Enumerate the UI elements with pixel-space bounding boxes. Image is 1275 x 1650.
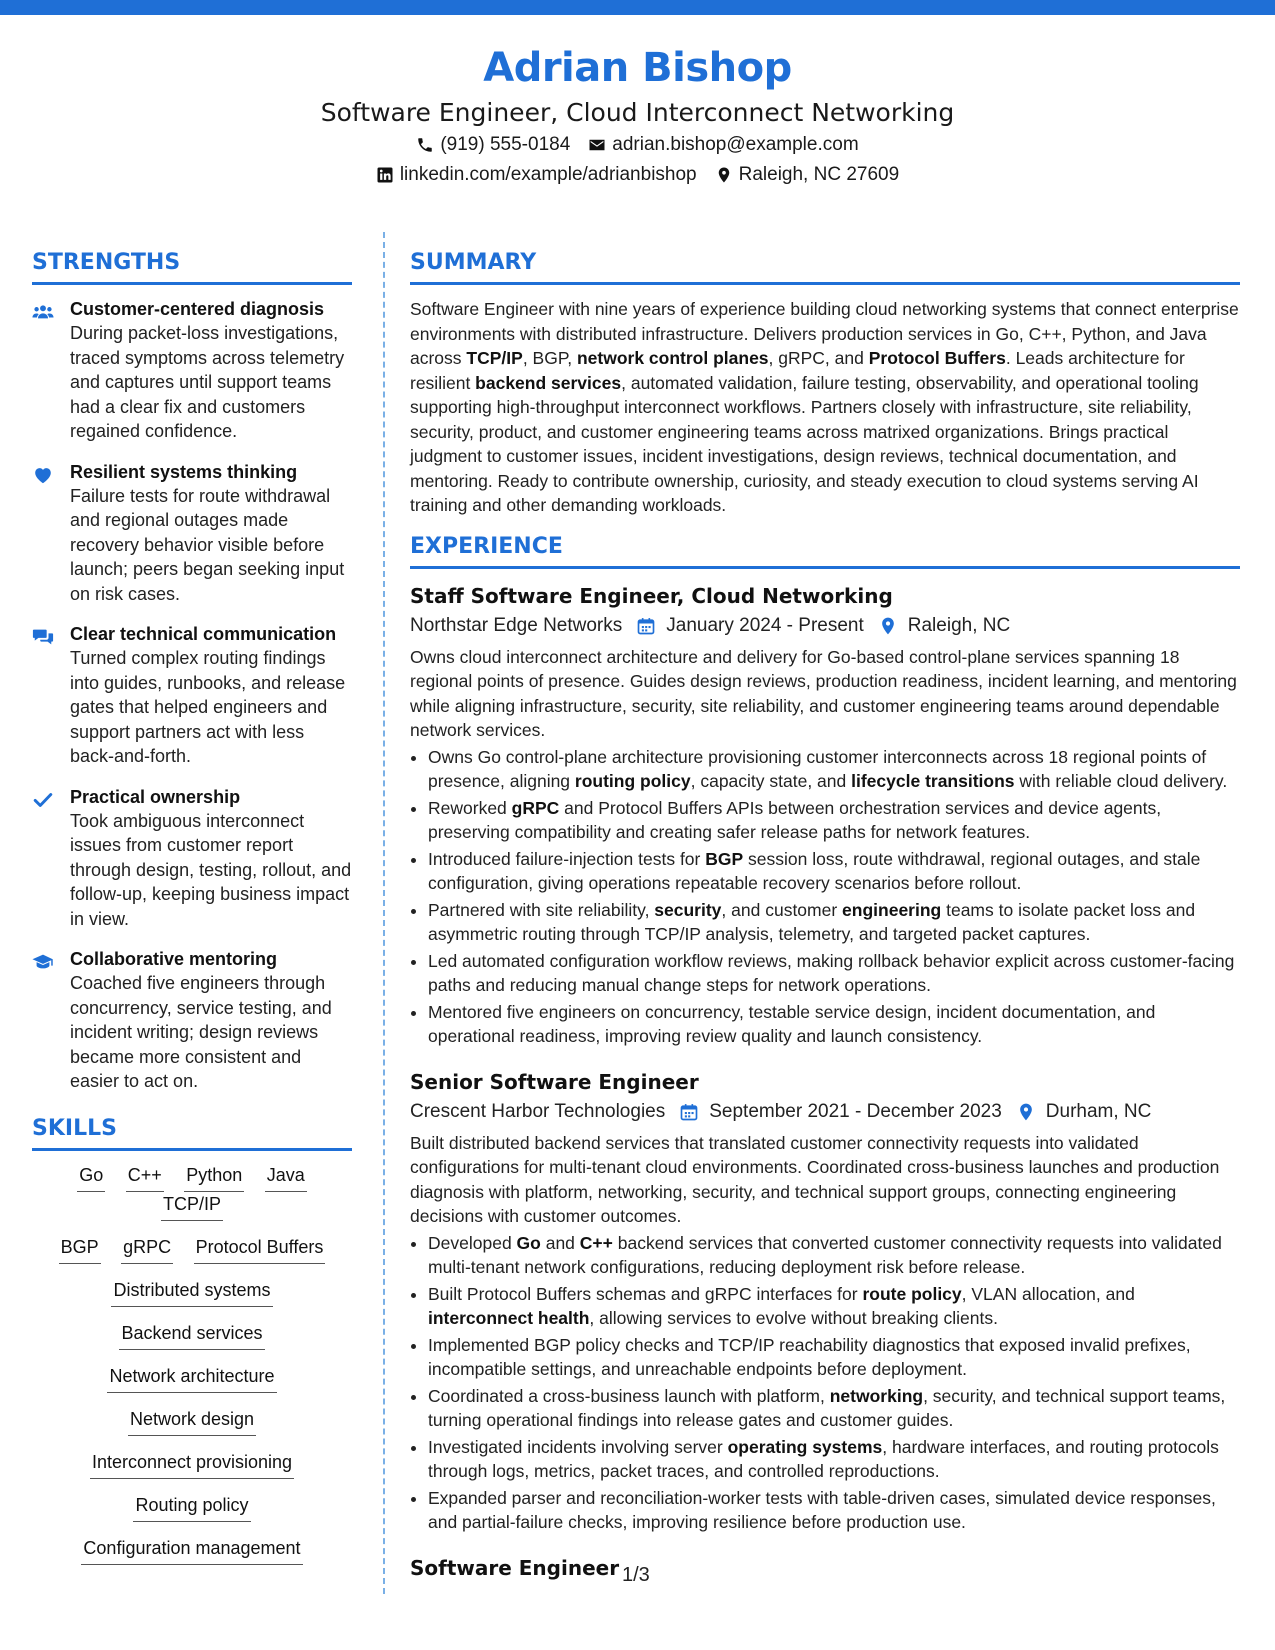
- strength-item: [32, 622, 352, 769]
- experience-heading: EXPERIENCE: [410, 532, 1240, 569]
- right-column: [410, 248, 1240, 1583]
- bold-keyword: BGP: [705, 848, 744, 869]
- job-bullet: • Owns Go control-plane architecture provisioning customer interconnects across 18 regional points of presence, aligning routing policy, capacity state, and lifecycle transitions with reliable cloud delivery.: [428, 745, 1240, 794]
- bold-keyword: backend services: [475, 372, 622, 393]
- job-bullet: • Investigated incidents involving server operating systems, hardware interfaces, and routing protocols through logs, metrics, packet traces, and controlled reproductions.: [428, 1435, 1240, 1484]
- bold-keyword: Protocol Buffers: [868, 348, 1006, 368]
- job-bullet: • Expanded parser and reconciliation-worker tests with table-driven cases, simulated device responses, and partial-failure checks, improving resilience before production use.: [428, 1486, 1240, 1535]
- job-bullet: • Led automated configuration workflow reviews, making rollback behavior explicit across customer-facing paths and reducing manual change steps for network operations.: [428, 949, 1240, 998]
- job-bullet: • Coordinated a cross-business launch with platform, networking, security, and technical support teams, turning operational findings into release gates and customer guides.: [428, 1384, 1240, 1433]
- summary-text: Software Engineer with nine years of experience building cloud networking systems that connect enterprise environments with distributed infrastructure. Delivers production services in Go, C++, Python, and Java across TCP/IP, BGP, network control planes, gRPC, and Protocol Buffers. Leads architecture for resilient backend services, automated validation, failure testing, observability, and operational tooling supporting high-throughput interconnect workflows. Partners closely with infrastructure, site reliability, security, product, and customer engineering teams across matrixed organizations. Brings practical judgment to customer issues, incident investigations, design reviews, technical documentation, and mentoring. Ready to contribute ownership, curiosity, and steady execution to cloud systems serving AI training and other demanding workloads.: [410, 299, 1239, 515]
- strength-desc: Coached five engineers through concurrency, service testing, and incident writing; design reviews became more consistent and easier to act on.: [70, 973, 332, 1091]
- skill-tag: Routing policy: [133, 1493, 250, 1522]
- contact-linkedin[interactable]: linkedin.com/example/adrianbishop: [376, 160, 697, 190]
- job-entry: [410, 581, 1240, 1049]
- job-bullets: [410, 745, 1240, 1049]
- strength-desc: Took ambiguous interconnect issues from customer report through design, testing, rollout, and follow-up, keeping business impact in view.: [70, 810, 352, 929]
- job-dates: September 2021 - December 2023: [709, 1100, 1002, 1122]
- skills-heading: SKILLS: [32, 1114, 352, 1151]
- bold-keyword: Go: [516, 1232, 541, 1253]
- bold-keyword: security: [654, 899, 722, 920]
- strength-title: Collaborative mentoring: [70, 949, 278, 969]
- skill-row: [32, 1235, 352, 1264]
- job-description: Built distributed backend services that translated customer connectivity requests into validated configurations for multi-tenant cloud environments. Coordinated cross-business launches and production diagnosis with platform, networking, security, and technical support groups, connecting engineering decisions with customer outcomes.: [410, 1132, 1220, 1226]
- skill-tag: Interconnect provisioning: [90, 1450, 294, 1479]
- skill-tag: TCP/IP: [161, 1192, 223, 1221]
- column-divider: [383, 232, 385, 1594]
- skills-list: [32, 1163, 352, 1565]
- job-description: Owns cloud interconnect architecture and delivery for Go-based control-plane services spanning 18 regional points of presence. Guides design reviews, production readiness, incident learning, and mentoring while aligning infrastructure, security, site reliability, and customer engineering teams around dependable network services.: [410, 646, 1237, 740]
- users-icon: [32, 297, 58, 444]
- job-title: Software Engineer: [410, 1555, 620, 1580]
- strength-title: Customer-centered diagnosis: [70, 299, 325, 319]
- bold-keyword: C++: [579, 1232, 613, 1253]
- bold-keyword: networking: [829, 1385, 924, 1406]
- job-bullet: • Partnered with site reliability, security, and customer engineering teams to isolate packet loss and asymmetric routing through TCP/IP analysis, telemetry, and targeted packet captures.: [428, 898, 1240, 947]
- job-bullet: • Mentored five engineers on concurrency, testable service design, incident documentation, and operational readiness, improving review quality and launch consistency.: [428, 1000, 1240, 1049]
- strength-title: Clear technical communication: [70, 624, 337, 644]
- bold-keyword: gRPC: [511, 797, 560, 818]
- contact-email[interactable]: adrian.bishop@example.com: [588, 130, 858, 160]
- skill-tag: Java: [265, 1163, 307, 1192]
- linkedin-icon: [376, 166, 394, 184]
- job-title: Staff Software Engineer, Cloud Networking: [410, 583, 893, 608]
- map-pin-icon: [1016, 1102, 1036, 1122]
- skill-row: [32, 1536, 352, 1565]
- strength-item: [32, 947, 352, 1094]
- skill-tag: BGP: [59, 1235, 101, 1264]
- skill-row: [32, 1278, 352, 1307]
- left-column: [32, 248, 352, 1579]
- strength-title: Resilient systems thinking: [70, 461, 298, 482]
- job-location: Durham, NC: [1045, 1100, 1152, 1122]
- job-bullet: • Developed Go and C++ backend services that converted customer connectivity requests into validated multi-tenant network configurations, reducing deployment risk before release.: [428, 1231, 1240, 1280]
- top-accent-bar: [0, 0, 1275, 15]
- strength-desc: During packet-loss investigations, traced symptoms across telemetry and captures until support teams had a clear fix and customers regained confidence.: [70, 323, 345, 441]
- skill-tag: Distributed systems: [111, 1278, 272, 1307]
- job-meta: [410, 1097, 1240, 1127]
- job-location: Raleigh, NC: [907, 614, 1011, 636]
- page-number: 1/3: [622, 1564, 650, 1586]
- skill-row: [32, 1321, 352, 1350]
- summary-heading: SUMMARY: [410, 248, 1240, 285]
- contact-row-2: [0, 160, 1275, 190]
- calendar-icon: [679, 1102, 699, 1122]
- calendar-icon: [636, 616, 656, 636]
- job-bullet: • Built Protocol Buffers schemas and gRPC interfaces for route policy, VLAN allocation, and interconnect health, allowing services to evolve without breaking clients.: [428, 1282, 1240, 1331]
- skill-tag: gRPC: [121, 1235, 173, 1264]
- contact-row-1: [0, 130, 1275, 160]
- bold-keyword: route policy: [862, 1283, 962, 1304]
- strengths-heading: STRENGTHS: [32, 248, 352, 285]
- bold-keyword: engineering: [842, 899, 942, 920]
- candidate-name: Adrian Bishop: [483, 45, 792, 91]
- skill-tag: Python: [184, 1163, 244, 1192]
- bold-keyword: routing policy: [574, 771, 691, 791]
- skill-tag: Configuration management: [81, 1536, 302, 1565]
- job-dates: January 2024 - Present: [666, 614, 864, 636]
- heart-icon: [32, 460, 58, 607]
- contact-location: Raleigh, NC 27609: [715, 160, 900, 190]
- strength-item: [32, 460, 352, 607]
- job-company: Northstar Edge Networks: [410, 614, 623, 636]
- skill-row: [32, 1163, 352, 1221]
- job-title: Senior Software Engineer: [410, 1069, 699, 1094]
- bold-keyword: network control planes: [576, 348, 769, 368]
- job-bullets: [410, 1231, 1240, 1535]
- skill-tag: Network architecture: [107, 1364, 276, 1393]
- phone-icon: [416, 136, 434, 154]
- skill-tag: Go: [77, 1163, 105, 1192]
- strength-item: [32, 785, 352, 932]
- envelope-icon: [588, 136, 606, 154]
- map-pin-icon: [878, 616, 898, 636]
- contact-phone[interactable]: (919) 555-0184: [416, 130, 570, 160]
- job-meta: [410, 611, 1240, 641]
- chat-icon: [32, 622, 58, 769]
- skill-tag: C++: [126, 1163, 164, 1192]
- bold-keyword: operating systems: [727, 1436, 883, 1457]
- resume-header: [0, 40, 1275, 190]
- bold-keyword: lifecycle transitions: [851, 771, 1015, 791]
- map-pin-icon: [715, 166, 733, 184]
- strength-desc: Failure tests for route withdrawal and regional outages made recovery behavior visible before launch; peers began seeking input on risk cases.: [70, 485, 345, 604]
- skill-row: [32, 1493, 352, 1522]
- skill-row: [32, 1407, 352, 1436]
- bold-keyword: interconnect health: [428, 1308, 590, 1328]
- skill-row: [32, 1364, 352, 1393]
- strength-title: Practical ownership: [70, 786, 241, 807]
- job-entry: [410, 1067, 1240, 1535]
- job-company: Crescent Harbor Technologies: [410, 1100, 666, 1122]
- job-bullet: • Reworked gRPC and Protocol Buffers APIs between orchestration services and device agents, preserving compatibility and creating safer release paths for network features.: [428, 796, 1240, 845]
- bold-keyword: TCP/IP: [466, 348, 523, 368]
- graduation-cap-icon: [32, 947, 58, 1094]
- skill-row: [32, 1450, 352, 1479]
- skill-tag: Network design: [128, 1407, 256, 1436]
- job-bullet: • Introduced failure-injection tests for BGP session loss, route withdrawal, regional outages, and stale configuration, giving operations repeatable recovery scenarios before rollout.: [428, 847, 1240, 896]
- check-icon: [32, 785, 58, 932]
- strength-item: [32, 297, 352, 444]
- skill-tag: Protocol Buffers: [194, 1235, 326, 1264]
- skill-tag: Backend services: [119, 1321, 264, 1350]
- strength-desc: Turned complex routing findings into guides, runbooks, and release gates that helped engineers and support partners act with less back-and-forth.: [70, 648, 346, 766]
- job-bullet: • Implemented BGP policy checks and TCP/IP reachability diagnostics that exposed invalid prefixes, incompatible settings, and unreachable endpoints before deployment.: [428, 1333, 1240, 1382]
- candidate-role: Software Engineer, Cloud Interconnect Networking: [320, 98, 955, 127]
